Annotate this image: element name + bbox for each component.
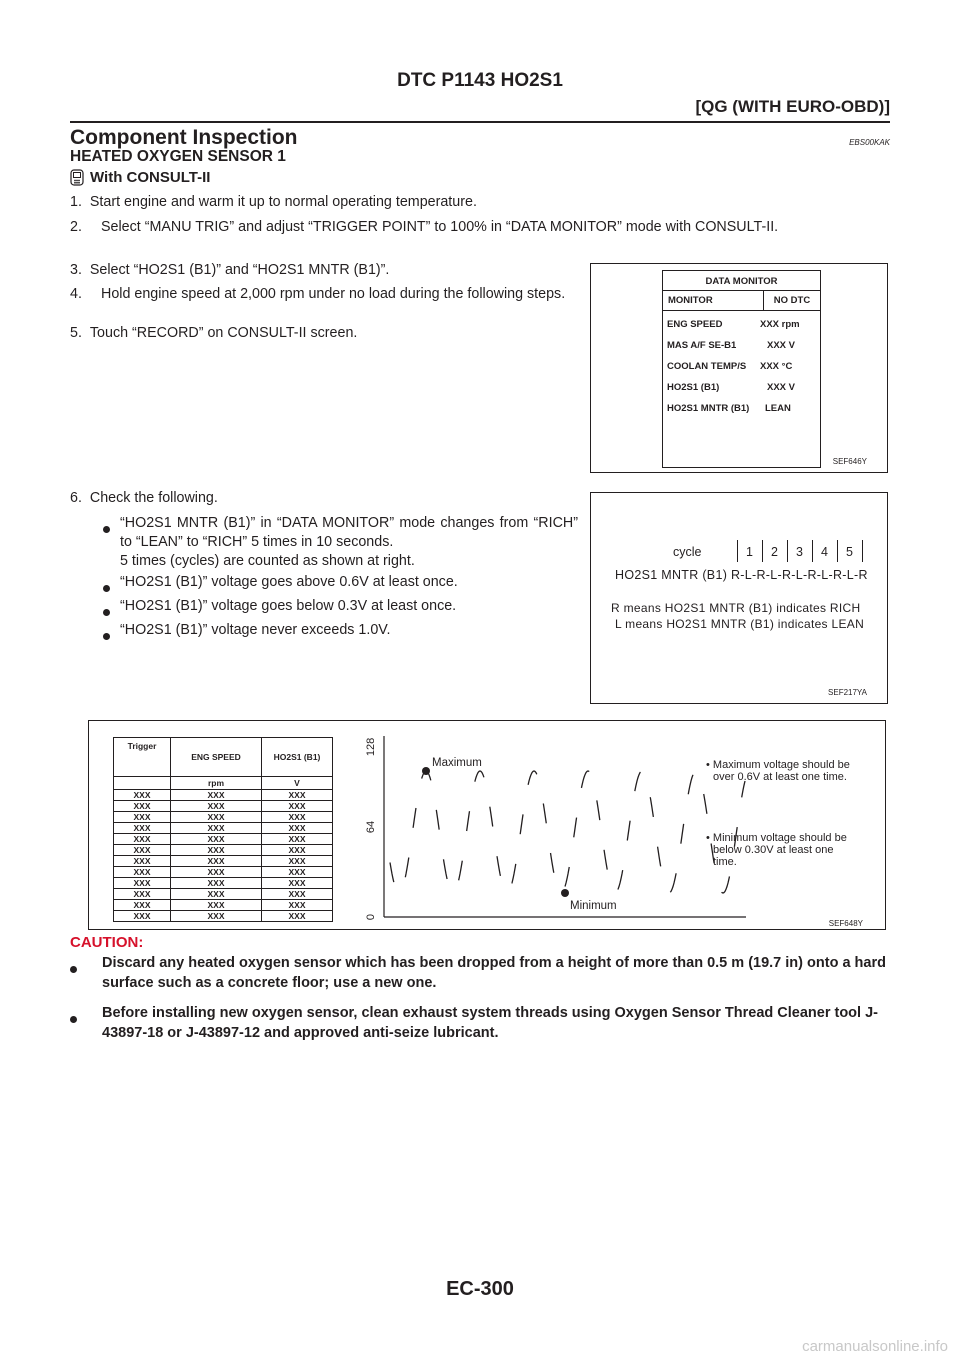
- consult-tester-icon: [70, 169, 84, 186]
- record-cell: XXX: [262, 801, 333, 812]
- maximum-point-marker: [422, 767, 430, 775]
- record-cell: XXX: [114, 823, 171, 834]
- monitor-row-label: HO2S1 MNTR (B1): [667, 403, 750, 414]
- check-item: [103, 573, 458, 598]
- record-row: [114, 823, 333, 834]
- record-cell: XXX: [171, 911, 262, 922]
- record-cell: XXX: [171, 834, 262, 845]
- ho2s1-header: HO2S1 (B1): [262, 738, 333, 777]
- watermark: carmanualsonline.info: [802, 1338, 948, 1355]
- figure-code: SEF648Y: [828, 919, 863, 928]
- rpm-unit: rpm: [171, 777, 262, 790]
- section-title: Component Inspection: [70, 126, 298, 149]
- step-text: Touch “RECORD” on CONSULT-II screen.: [89, 325, 358, 341]
- waveform-chart: [349, 721, 879, 926]
- record-cell: XXX: [171, 889, 262, 900]
- record-cell: XXX: [114, 867, 171, 878]
- record-row: [114, 889, 333, 900]
- step-2: [70, 218, 890, 237]
- record-row: [114, 878, 333, 889]
- record-row: [114, 845, 333, 856]
- record-row: [114, 790, 333, 801]
- bullet-icon: [70, 1016, 77, 1023]
- record-header-row: [114, 738, 333, 761]
- monitor-row-value: XXX V: [767, 382, 795, 393]
- check-text: “HO2S1 MNTR (B1)” in “DATA MONITOR” mode changes from “RICH” to “LEAN” to “RICH” 5 times in 10 seconds.: [120, 515, 578, 550]
- record-cell: XXX: [114, 856, 171, 867]
- record-cell: XXX: [114, 790, 171, 801]
- monitor-row-value: LEAN: [765, 403, 791, 414]
- cycle-divider: [787, 540, 788, 562]
- waveform-trace: [390, 771, 745, 893]
- record-cell: XXX: [114, 911, 171, 922]
- record-cell: XXX: [171, 867, 262, 878]
- cycle-divider: [737, 540, 738, 562]
- bullet-icon: [103, 585, 110, 592]
- mntr-label: HO2S1 MNTR (B1): [615, 568, 728, 582]
- record-cell: XXX: [114, 801, 171, 812]
- mntr-sequence: R-L-R-L-R-L-R-L-R-L-R: [730, 568, 868, 582]
- record-unit-row: [114, 777, 333, 790]
- caution-label: CAUTION:: [70, 934, 144, 951]
- cycle-divider: [862, 540, 863, 562]
- cycle-number: 1: [746, 545, 753, 559]
- figure-code: SEF646Y: [832, 457, 867, 466]
- step-number: 5.: [70, 325, 82, 341]
- check-text-continued: 5 times (cycles) are counted as shown at right.: [120, 553, 415, 569]
- monitor-row-label: COOLAN TEMP/S: [667, 361, 747, 372]
- mntr-sequence-row: [615, 568, 868, 582]
- cycle-divider: [812, 540, 813, 562]
- record-cell: XXX: [262, 790, 333, 801]
- step-1: [70, 193, 477, 212]
- step-text: Hold engine speed at 2,000 rpm under no load during the following steps.: [101, 286, 566, 302]
- method-heading: [70, 169, 210, 186]
- monitor-row-value: XXX V: [767, 340, 795, 351]
- record-cell: XXX: [171, 812, 262, 823]
- bullet-icon: [103, 526, 110, 533]
- page-header-title: DTC P1143 HO2S1: [397, 70, 563, 91]
- caution-item: [70, 1003, 890, 1043]
- step-text: Check the following.: [89, 490, 218, 506]
- minimum-label: Minimum: [570, 900, 617, 912]
- step-text: Select “MANU TRIG” and adjust “TRIGGER POINT” to 100% in “DATA MONITOR” mode with CONSULT-II.: [101, 219, 779, 235]
- monitor-header-row: [663, 290, 820, 311]
- record-cell: XXX: [114, 900, 171, 911]
- header-divider: [70, 121, 890, 123]
- record-cell: XXX: [262, 911, 333, 922]
- cycle-number: 4: [821, 545, 828, 559]
- record-cell: XXX: [114, 889, 171, 900]
- cycle-label: cycle: [673, 545, 702, 559]
- monitor-rows: [663, 311, 820, 424]
- step-text: Start engine and warm it up to normal operating temperature.: [89, 194, 477, 210]
- monitor-row-value: XXX rpm: [760, 319, 800, 330]
- step-number: 1.: [70, 194, 82, 210]
- monitor-row: [667, 319, 820, 340]
- record-cell: XXX: [262, 900, 333, 911]
- page-number: EC-300: [446, 1278, 514, 1300]
- lean-note: L means HO2S1 MNTR (B1) indicates LEAN: [615, 617, 865, 631]
- monitor-status: NO DTC: [763, 291, 820, 310]
- record-cell: XXX: [114, 812, 171, 823]
- step-number: 2.: [70, 219, 82, 235]
- cycle-divider: [837, 540, 838, 562]
- record-cell: XXX: [171, 900, 262, 911]
- figure-data-monitor: [590, 263, 888, 473]
- record-cell: XXX: [262, 812, 333, 823]
- record-cell: XXX: [114, 834, 171, 845]
- record-cell: XXX: [171, 790, 262, 801]
- step-number: 3.: [70, 262, 82, 278]
- check-text: “HO2S1 (B1)” voltage goes below 0.3V at least once.: [120, 598, 457, 614]
- monitor-row: [667, 382, 820, 403]
- record-cell: XXX: [114, 878, 171, 889]
- bullet-icon: [103, 609, 110, 616]
- figure-cycle-count: [590, 492, 888, 704]
- max-voltage-note: • Maximum voltage should be over 0.6V at least one time.: [706, 759, 850, 783]
- record-cell: XXX: [262, 867, 333, 878]
- monitor-row-label: ENG SPEED: [667, 319, 723, 330]
- record-row: [114, 867, 333, 878]
- monitor-row: [667, 361, 820, 382]
- record-cell: XXX: [262, 823, 333, 834]
- record-cell: XXX: [171, 845, 262, 856]
- eng-speed-header: ENG SPEED: [171, 738, 262, 777]
- page-header-subtitle: [QG (WITH EURO-OBD)]: [695, 97, 890, 116]
- min-voltage-note: • Minimum voltage should be below 0.30V at least one time.: [706, 832, 847, 868]
- y-tick-128: 128: [365, 737, 377, 757]
- record-cell: XXX: [171, 801, 262, 812]
- subsection-title: HEATED OXYGEN SENSOR 1: [70, 148, 286, 165]
- check-item: [103, 514, 578, 571]
- check-text: “HO2S1 (B1)” voltage never exceeds 1.0V.: [120, 622, 391, 638]
- section-code: EBS00KAK: [849, 138, 890, 147]
- record-row: [114, 900, 333, 911]
- step-number: 4.: [70, 286, 82, 302]
- monitor-row-label: HO2S1 (B1): [667, 382, 720, 393]
- figure-waveform: [88, 720, 886, 930]
- monitor-row: [667, 403, 820, 424]
- record-cell: XXX: [171, 878, 262, 889]
- record-row: [114, 834, 333, 845]
- cycle-number: 3: [796, 545, 803, 559]
- check-text: “HO2S1 (B1)” voltage goes above 0.6V at least once.: [120, 574, 458, 590]
- bullet-icon: [103, 633, 110, 640]
- bullet-icon: [70, 966, 77, 973]
- record-row: [114, 801, 333, 812]
- monitor-row-value: XXX °C: [760, 361, 793, 372]
- volt-unit: V: [262, 777, 333, 790]
- caution-item: [70, 953, 890, 993]
- rich-note: R means HO2S1 MNTR (B1) indicates RICH: [611, 601, 861, 615]
- caution-text: Discard any heated oxygen sensor which has been dropped from a height of more than 0.5 m (19.7 in) onto a hard surface such as a concrete floor; use a new one.: [102, 955, 886, 991]
- method-label: With CONSULT-II: [90, 169, 211, 186]
- record-cell: XXX: [262, 834, 333, 845]
- monitor-row-label: MAS A/F SE-B1: [667, 340, 737, 351]
- monitor-screen: [662, 270, 821, 468]
- figure-code: SEF217YA: [828, 688, 867, 697]
- monitor-col-label: MONITOR: [668, 295, 713, 306]
- record-cell: XXX: [262, 889, 333, 900]
- check-item: [103, 621, 390, 646]
- check-item: [103, 597, 456, 622]
- record-cell: XXX: [262, 856, 333, 867]
- step-4: [70, 285, 578, 304]
- y-tick-0: 0: [365, 913, 377, 921]
- record-row: [114, 856, 333, 867]
- record-cell: XXX: [262, 878, 333, 889]
- trigger-header: Trigger: [114, 738, 171, 777]
- record-row: [114, 911, 333, 922]
- record-cell: XXX: [171, 856, 262, 867]
- caution-text: Before installing new oxygen sensor, clean exhaust system threads using Oxygen Sensor Thread Cleaner tool J-43897-18 or J-43897-12 and approved anti-seize lubricant.: [102, 1005, 878, 1041]
- step-5: [70, 324, 357, 343]
- monitor-row: [667, 340, 820, 361]
- y-tick-64: 64: [365, 820, 377, 834]
- maximum-label: Maximum: [432, 757, 482, 769]
- record-table: [113, 737, 333, 922]
- cycle-number: 5: [846, 545, 853, 559]
- cycle-divider: [762, 540, 763, 562]
- minimum-point-marker: [561, 889, 569, 897]
- record-row: [114, 812, 333, 823]
- record-cell: XXX: [262, 845, 333, 856]
- cycle-number: 2: [771, 545, 778, 559]
- step-number: 6.: [70, 490, 82, 506]
- record-cell: XXX: [171, 823, 262, 834]
- monitor-title: DATA MONITOR: [705, 276, 778, 287]
- step-3: [70, 261, 389, 280]
- step-6: [70, 489, 218, 508]
- step-text: Select “HO2S1 (B1)” and “HO2S1 MNTR (B1)”.: [89, 262, 390, 278]
- record-cell: XXX: [114, 845, 171, 856]
